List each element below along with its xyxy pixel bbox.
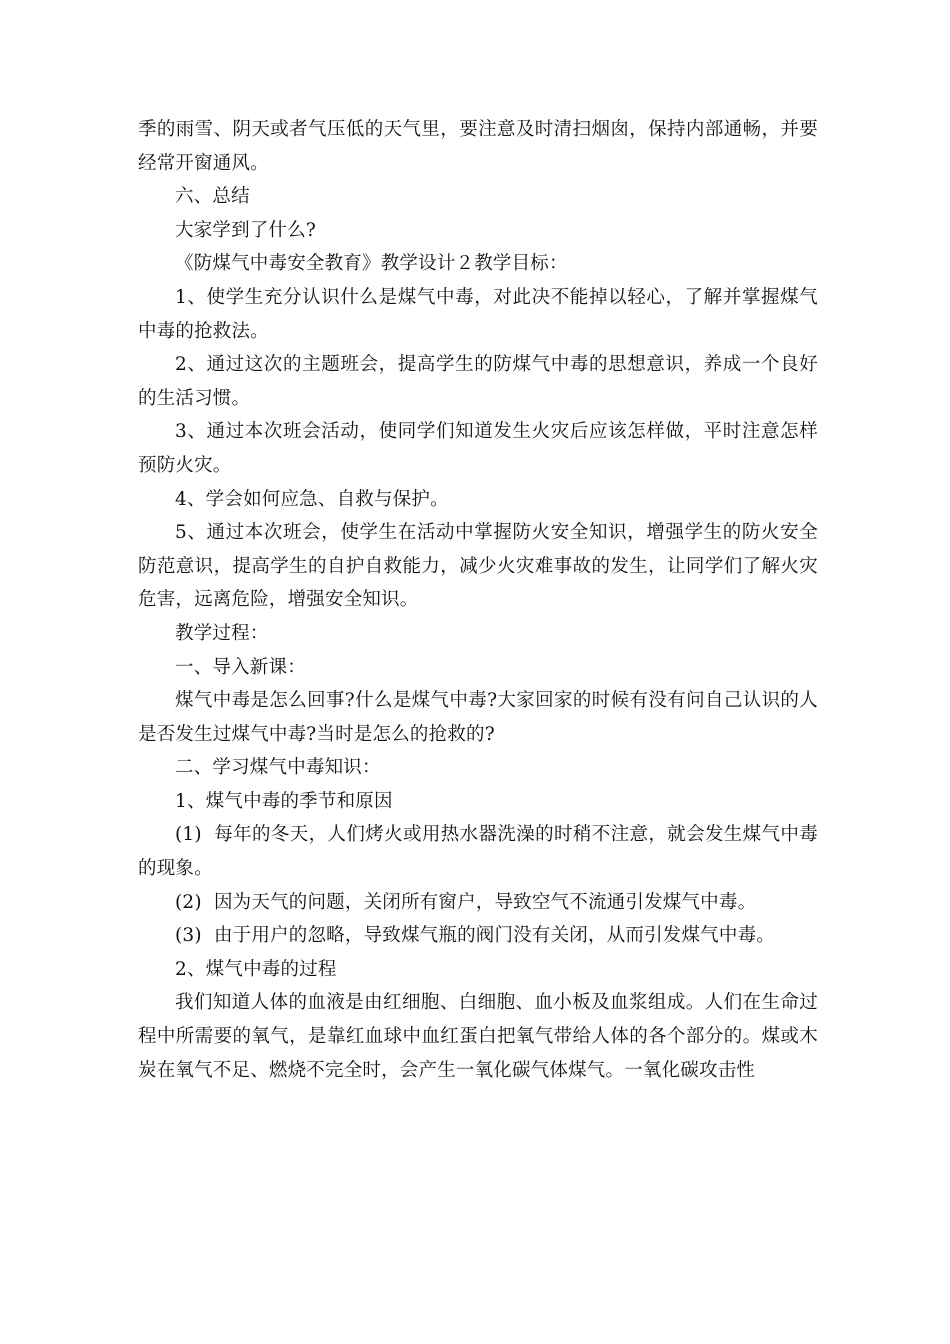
objective-item: 5、通过本次班会，使学生在活动中掌握防火安全知识，增强学生的防火安全防范意识，提高学生的自护自救能力，减少火灾难事故的发生，让同学们了解火灾危害，远离危险，增强安全知识。: [138, 522, 818, 611]
objective-item: 4、学会如何应急、自救与保护。: [175, 488, 449, 510]
list-item: (1) 每年的冬天，人们烤火或用热水器洗澡的时稍不注意，就会发生煤气中毒的现象。: [138, 824, 818, 880]
lesson-title: 《防煤气中毒安全教育》教学设计２教学目标：: [175, 253, 568, 275]
paragraph: 我们知道人体的血液是由红细胞、白细胞、血小板及血浆组成。人们在生命过程中所需要的氧气，是靠红血球中血红蛋白把氧气带给人体的各个部分的。煤或木炭在氧气不足、燃烧不完全时，会产生一氧化碳气体煤气。一氧化碳攻击性: [138, 992, 818, 1081]
objective-item: 2、通过这次的主题班会，提高学生的防煤气中毒的思想意识，养成一个良好的生活习惯。: [138, 354, 818, 409]
paragraph-continuation: 季的雨雪、阴天或者气压低的天气里，要注意及时清扫烟囱，保持内部通畅，并要经常开窗通风。: [138, 119, 818, 174]
document-body: [138, 113, 818, 1087]
objective-item: 1、使学生充分认识什么是煤气中毒，对此决不能掉以轻心，了解并掌握煤气中毒的抢救法。: [138, 286, 818, 342]
section-heading-summary: 六、总结: [175, 186, 250, 208]
section-heading-intro: 一、导入新课：: [175, 656, 306, 678]
objective-item: 3、通过本次班会活动，使同学们知道发生火灾后应该怎样做，平时注意怎样预防火灾。: [138, 421, 818, 476]
section-heading-process: 教学过程：: [175, 622, 269, 644]
paragraph: 大家学到了什么?: [175, 219, 317, 241]
subsection-heading: 1、煤气中毒的季节和原因: [175, 790, 393, 812]
subsection-heading: 2、煤气中毒的过程: [175, 958, 337, 980]
paragraph: 煤气中毒是怎么回事?什么是煤气中毒?大家回家的时候有没有问自己认识的人是否发生过煤气中毒?当时是怎么的抢救的?: [138, 690, 818, 745]
list-item: (2) 因为天气的问题，关闭所有窗户，导致空气不流通引发煤气中毒。: [175, 891, 757, 913]
list-item: (3) 由于用户的忽略，导致煤气瓶的阀门没有关闭，从而引发煤气中毒。: [175, 925, 775, 947]
section-heading-knowledge: 二、学习煤气中毒知识：: [175, 757, 381, 779]
